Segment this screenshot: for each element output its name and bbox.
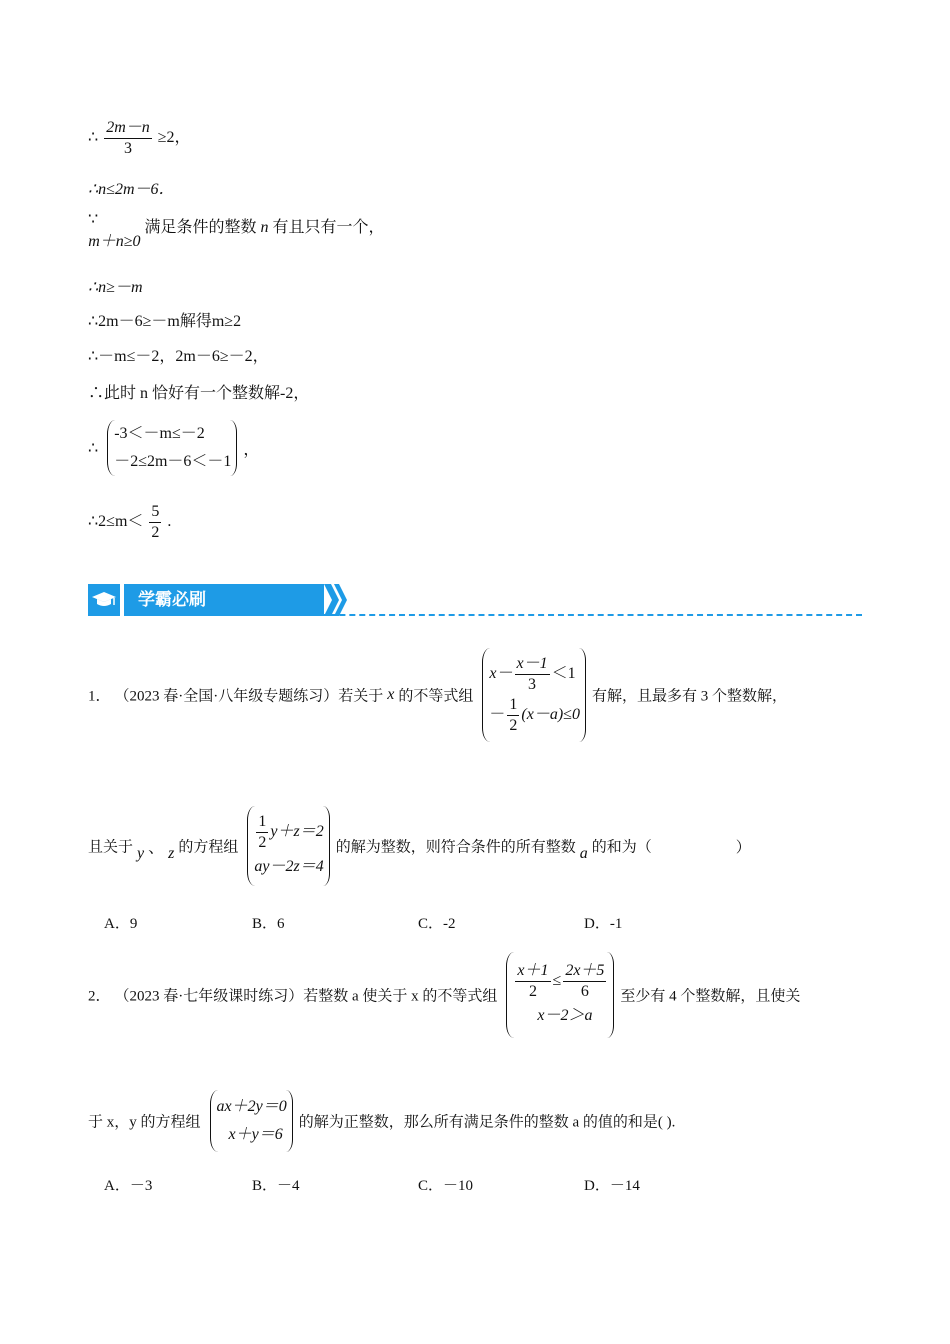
option-b[interactable]: B．6 <box>252 916 285 932</box>
inequality-system: $\frac{x+1}{2}$ ≤ $\frac{2x+5}{6}$ x－2＞a <box>501 952 616 1038</box>
question-1-line-1: 1． （2023 春·全国·八年级专题练习）若关于 x 的不等式组 x－ $\frac{x-1}{3}$ ＜1 － $\frac{1}{2}$ (x－a)≤0 有解，且最多有 3 个整数解， <box>88 648 787 742</box>
option-a[interactable]: A．9 <box>104 916 138 932</box>
question-2-line-2: 于 x，y 的方程组 ax＋2y＝0 x＋y＝6 的解为正整数，那么所有满足条件的整数 a 的值的和是( ). <box>88 1090 675 1152</box>
solution-line-6: ∴－m≤－2，2m－6≥－2， <box>88 348 269 365</box>
solution-line-5: ∴2m－6≥－m解得m≥2 <box>88 313 242 330</box>
option-c[interactable]: C．-2 <box>418 916 456 932</box>
option-b[interactable]: B．－4 <box>252 1178 300 1194</box>
left-brace <box>102 420 114 476</box>
option-d[interactable]: D．－14 <box>584 1178 640 1194</box>
banner-title: 学霸必刷 <box>124 584 324 616</box>
solution-line-9: ∴2≤m＜ $\frac{5}{2}$ . <box>88 503 172 541</box>
banner-divider <box>250 614 862 616</box>
solution-line-3: ∵ m＋n≥0 满足条件的整数 n 有且只有一个， <box>88 211 385 250</box>
fraction: $\frac{2m-n}{3}$ <box>106 119 150 157</box>
inequality-system: x－ $\frac{x-1}{3}$ ＜1 － $\frac{1}{2}$ (x－a)≤0 <box>477 648 588 742</box>
solution-line-2: ∴n≤2m－6． <box>88 181 175 198</box>
right-brace <box>231 420 239 476</box>
solution-line-7: ∴此时 n 恰好有一个整数解-2， <box>88 385 310 402</box>
solution-line-4: ∴n≥－m <box>88 279 143 296</box>
option-d[interactable]: D．-1 <box>584 916 623 932</box>
chevron-icon <box>324 584 350 616</box>
equation-system: ax＋2y＝0 x＋y＝6 <box>205 1090 295 1152</box>
solution-system: ∴ -3＜－m≤－2 －2≤2m－6＜－1 ， <box>88 420 259 476</box>
question-2-options <box>104 1174 664 1196</box>
solution-line-1: ∴ $\frac{2m-n}{3}$ ≥2， <box>88 119 191 157</box>
question-2-line-1: 2． （2023 春·七年级课时练习）若整数 a 使关于 x 的不等式组 $\frac{x+1}{2}$ ≤ $\frac{2x+5}{6}$ x－2＞a 至少有 4 个整数解，且使关 <box>88 952 800 1038</box>
option-a[interactable]: A．－3 <box>104 1178 153 1194</box>
question-1-line-2: 且关于 y 、 z 的方程组 $\frac{1}{2}$ y＋z＝2 ay－2z＝4 的解为整数，则符合条件的所有整数 a 的和为（ ） <box>88 806 751 886</box>
equation-system: $\frac{1}{2}$ y＋z＝2 ay－2z＝4 <box>242 806 331 886</box>
option-c[interactable]: C．－10 <box>418 1178 474 1194</box>
graduation-cap-icon <box>88 584 120 616</box>
question-1-options <box>104 912 664 934</box>
